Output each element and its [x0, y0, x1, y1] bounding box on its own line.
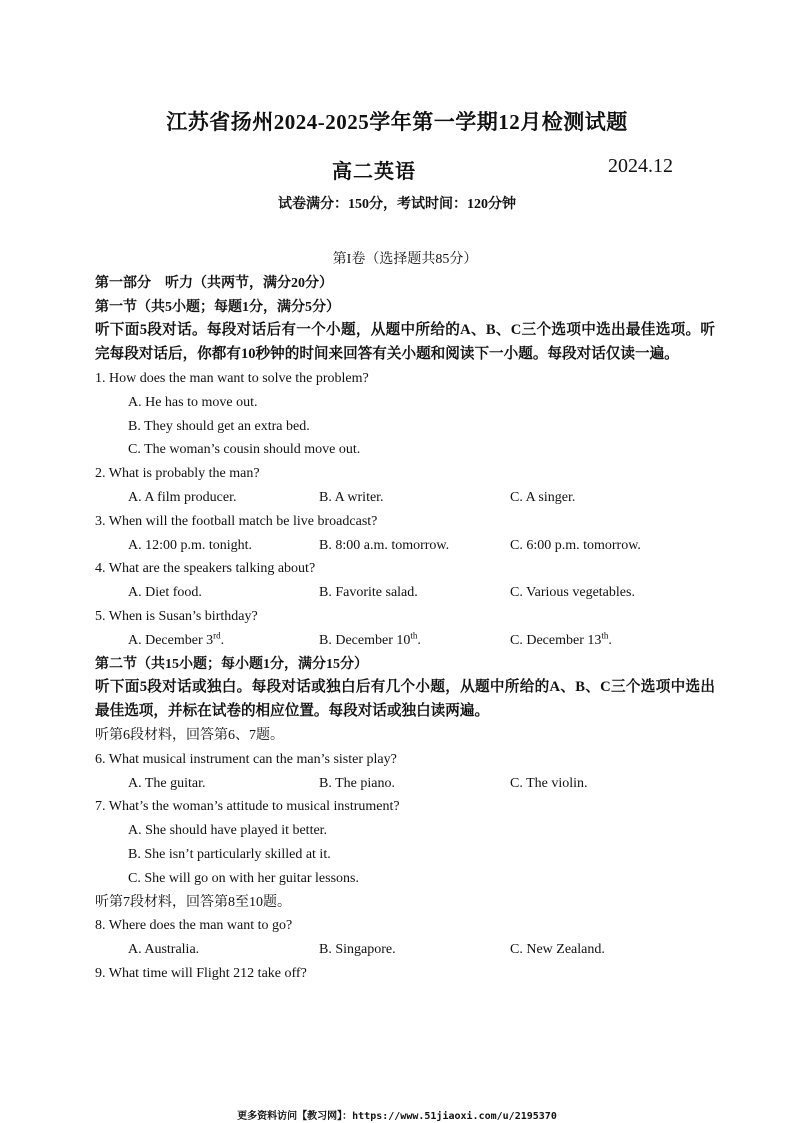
question-2-option-c: C. A singer. [510, 489, 576, 505]
section1-title: 第一节（共5小题；每题1分，满分5分） [95, 299, 340, 315]
exam-content [95, 248, 715, 986]
section2-title: 第二节（共15小题；每小题1分，满分15分） [95, 656, 368, 672]
question-5-stem: 5. When is Susan’s birthday? [95, 608, 258, 624]
question-1-stem: 1. How does the man want to solve the problem? [95, 370, 369, 386]
question-5-option-c: C. December 13th. [510, 630, 612, 648]
footer-link[interactable]: 更多资料访问【教习网】：https://www.51jiaoxi.com/u/2195370 [237, 1111, 557, 1122]
question-3-option-a: A. 12:00 p.m. tonight. [128, 537, 253, 553]
question-4-option-c: C. Various vegetables. [510, 585, 635, 601]
subject-label: 高二英语 [332, 161, 416, 183]
exam-date: 2024.12 [608, 155, 673, 177]
question-6-option-c: C. The violin. [510, 775, 588, 791]
question-7-option-c: C. She will go on with her guitar lessons. [128, 870, 359, 886]
question-8-stem: 8. Where does the man want to go? [95, 918, 293, 934]
question-6-options [95, 772, 715, 796]
question-8-option-a: A. Australia. [128, 942, 200, 958]
question-4-option-a: A. Diet food. [128, 585, 202, 601]
question-6-option-a: A. The guitar. [128, 775, 206, 791]
question-4-options [95, 581, 715, 605]
subtitle-row [0, 155, 794, 183]
question-7-option-a: A. She should have played it better. [128, 823, 328, 839]
question-7-stem: 7. What’s the woman’s attitude to musical instrument? [95, 799, 400, 815]
volume-title: 第I卷（选择题共85分） [332, 252, 478, 267]
exam-title: 江苏省扬州2024-2025学年第一学期12月检测试题 [166, 110, 628, 134]
material-7-note: 听第7段材料，回答第8至10题。 [95, 894, 291, 910]
question-7-option-b: B. She isn’t particularly skilled at it. [128, 846, 331, 862]
question-5-options [95, 629, 715, 653]
question-2-options [95, 486, 715, 510]
section2-instructions: 听下面5段对话或独白。每段对话或独白后有几个小题，从题中所给的A、B、C三个选项中选出最佳选项，并标在试卷的相应位置。每段对话或独白读两遍。 [95, 679, 715, 720]
question-2-option-a: A. A film producer. [128, 489, 237, 505]
question-2-stem: 2. What is probably the man? [95, 466, 260, 482]
exam-meta: 试卷满分：150分，考试时间：120分钟 [278, 197, 516, 212]
question-2-option-b: B. A writer. [319, 489, 384, 505]
question-5-option-a: A. December 3rd. [128, 630, 225, 648]
question-6-option-b: B. The piano. [319, 775, 395, 791]
question-4-option-b: B. Favorite salad. [319, 585, 418, 601]
question-5-option-b: B. December 10th. [319, 630, 421, 648]
question-9-stem: 9. What time will Flight 212 take off? [95, 965, 307, 981]
question-8-option-b: B. Singapore. [319, 942, 396, 958]
part1-title: 第一部分 听力（共两节，满分20分） [95, 275, 333, 291]
question-1-option-a: A. He has to move out. [128, 394, 258, 410]
question-1-option-c: C. The woman’s cousin should move out. [128, 442, 361, 458]
question-4-stem: 4. What are the speakers talking about? [95, 561, 316, 577]
question-1-option-b: B. They should get an extra bed. [128, 418, 310, 434]
section1-instructions: 听下面5段对话。每段对话后有一个小题，从题中所给的A、B、C三个选项中选出最佳选项。听完每段对话后，你都有10秒钟的时间来回答有关小题和阅读下一小题。每段对话仅读一遍。 [95, 322, 715, 363]
question-3-stem: 3. When will the football match be live broadcast? [95, 513, 378, 529]
material-6-note: 听第6段材料，回答第6、7题。 [95, 727, 284, 743]
question-3-option-c: C. 6:00 p.m. tomorrow. [510, 537, 641, 553]
question-3-options [95, 534, 715, 558]
question-8-option-c: C. New Zealand. [510, 942, 605, 958]
question-3-option-b: B. 8:00 a.m. tomorrow. [319, 537, 450, 553]
question-8-options [95, 938, 715, 962]
question-6-stem: 6. What musical instrument can the man’s sister play? [95, 751, 397, 767]
